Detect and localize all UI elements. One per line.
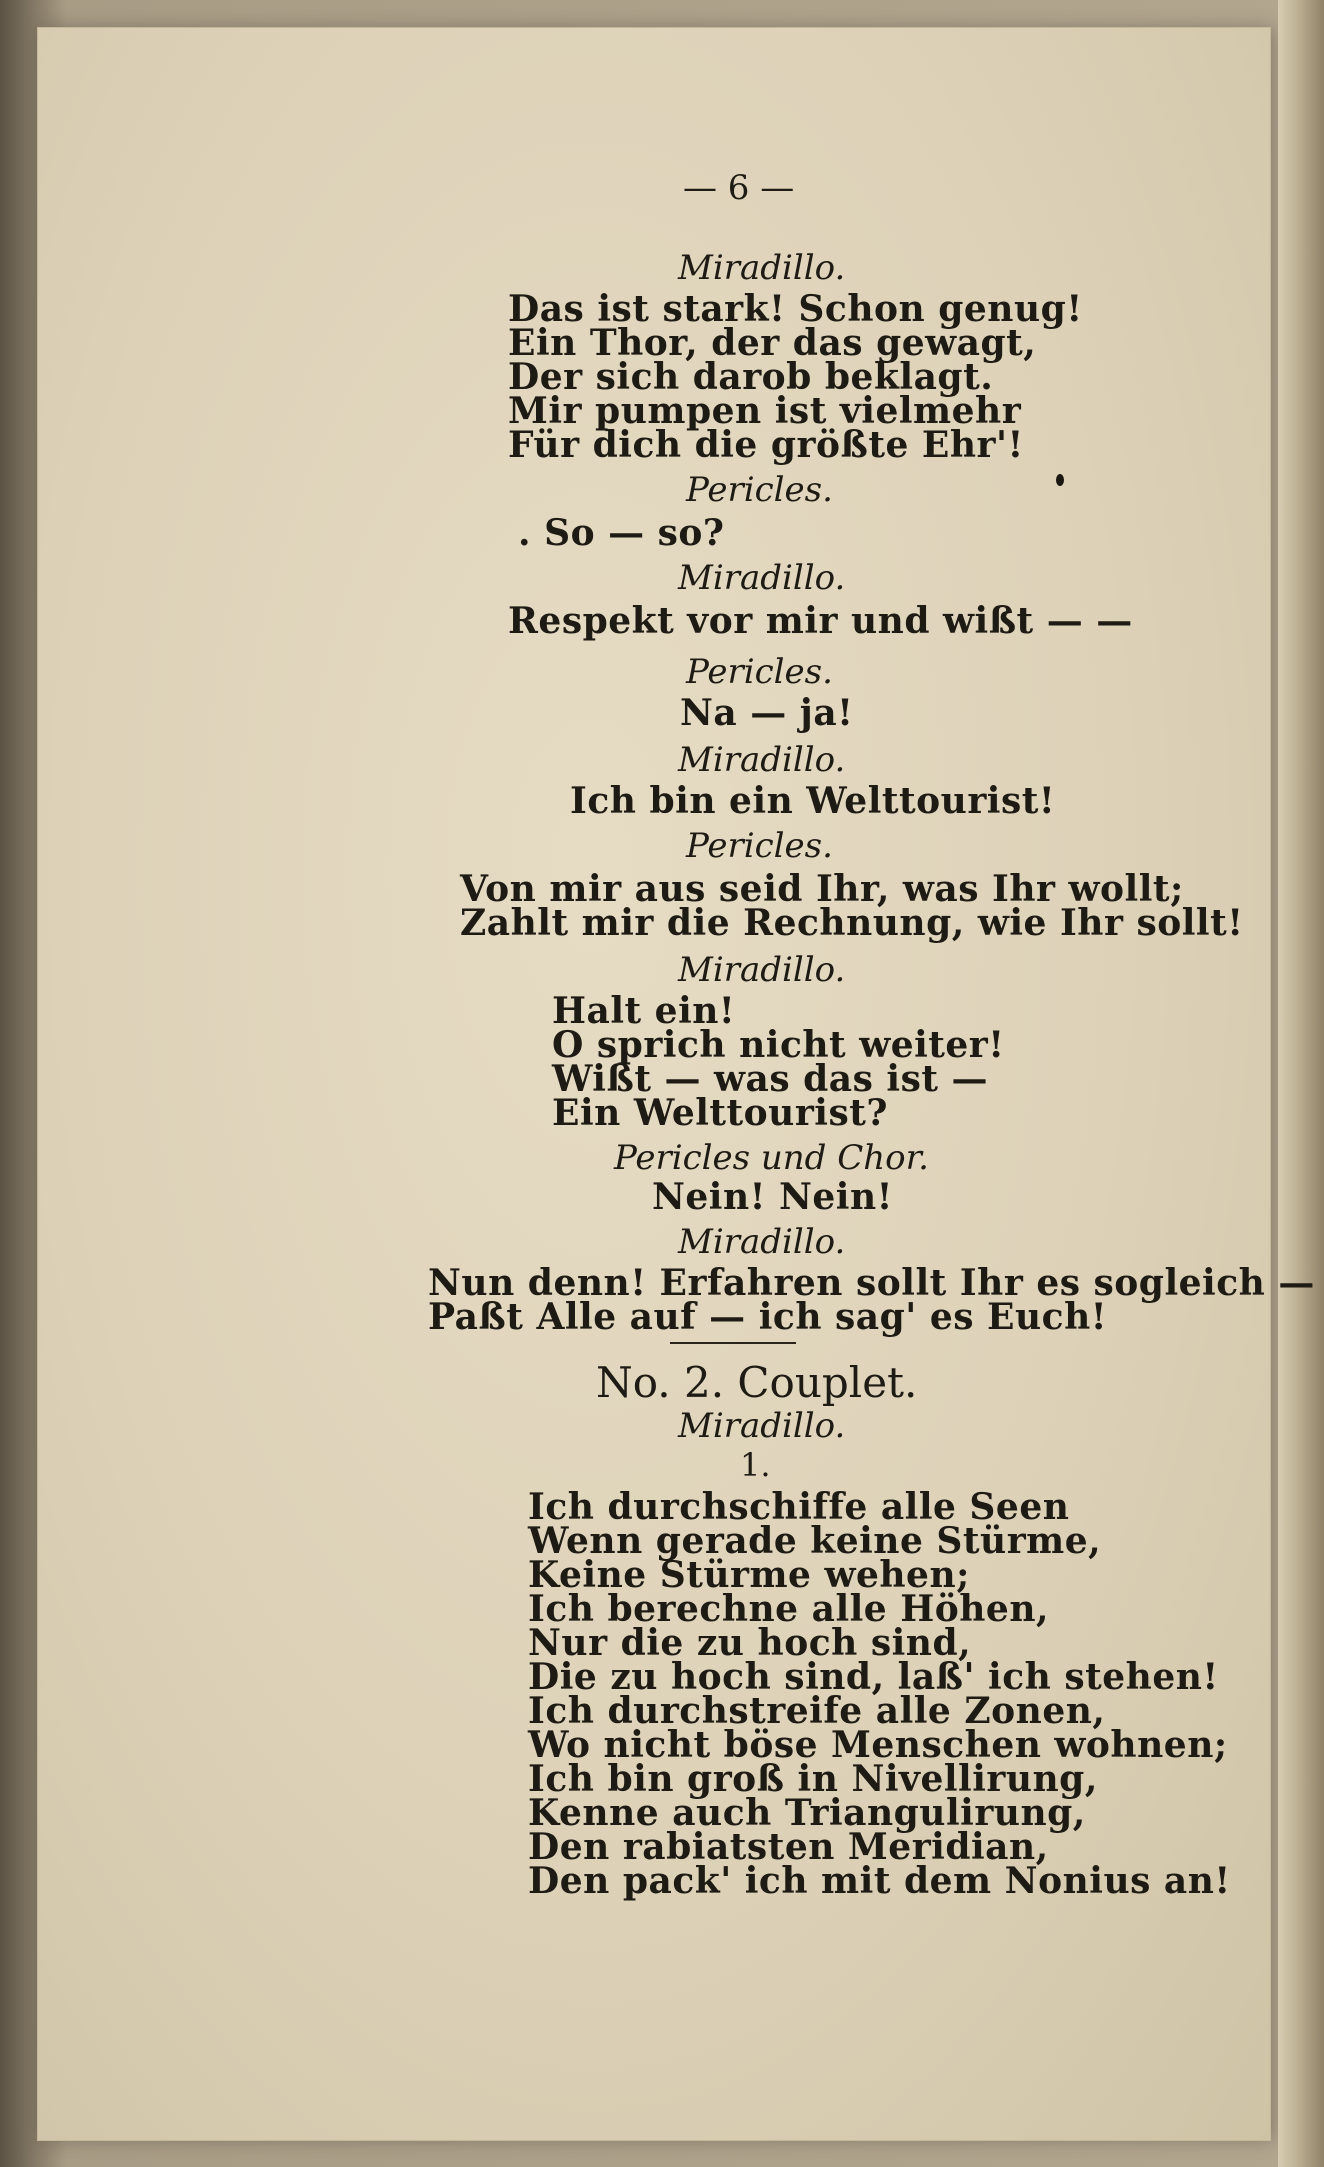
ink-speck [1056, 474, 1064, 486]
verse-line: Nun denn! Erfahren sollt Ihr es sogleich — [428, 1262, 1315, 1304]
speaker-label: Pericles. [686, 652, 833, 692]
verse-line: Wißt — was das ist — [552, 1058, 989, 1100]
verse-line: . So — so? [518, 512, 725, 554]
speaker-label: Miradillo. [678, 950, 846, 990]
speaker-label: Miradillo. [678, 1406, 846, 1446]
verse-line: Keine Stürme wehen; [528, 1554, 970, 1596]
verse-line: Von mir aus seid Ihr, was Ihr wollt; [460, 868, 1184, 910]
verse-line: Ich bin groß in Nivellirung, [528, 1758, 1098, 1800]
verse-line: Wenn gerade keine Stürme, [528, 1520, 1102, 1562]
verse-line: Kenne auch Triangulirung, [528, 1792, 1086, 1834]
speaker-label: Pericles und Chor. [614, 1138, 929, 1178]
verse-line: Den pack' ich mit dem Nonius an! [528, 1860, 1231, 1902]
verse-line: Ich bin ein Welttourist! [570, 780, 1056, 822]
verse-line: Na — ja! [680, 692, 854, 734]
verse-line: O sprich nicht weiter! [552, 1024, 1005, 1066]
verse-line: Den rabiatsten Meridian, [528, 1826, 1049, 1868]
book-spine-edge [1278, 0, 1324, 2167]
page-number: — 6 — [683, 168, 795, 208]
verse-line: Ein Thor, der das gewagt, [508, 322, 1037, 364]
speaker-label: Miradillo. [678, 1222, 846, 1262]
verse-line: Ich berechne alle Höhen, [528, 1588, 1050, 1630]
speaker-label: Pericles. [686, 826, 833, 866]
verse-line: Nein! Nein! [652, 1176, 893, 1218]
speaker-label: Miradillo. [678, 248, 846, 288]
speaker-label: Miradillo. [678, 740, 846, 780]
verse-line: Paßt Alle auf — ich sag' es Euch! [428, 1296, 1108, 1338]
verse-line: Für dich die größte Ehr'! [508, 424, 1024, 466]
verse-line: Das ist stark! Schon genug! [508, 288, 1083, 330]
verse-line: Ich durchschiffe alle Seen [528, 1486, 1070, 1528]
speaker-label: Miradillo. [678, 558, 846, 598]
speaker-label: Pericles. [686, 470, 833, 510]
verse-line: Nur die zu hoch sind, [528, 1622, 972, 1664]
verse-line: Ich durchstreife alle Zonen, [528, 1690, 1106, 1732]
section-divider [670, 1342, 796, 1344]
verse-line: Respekt vor mir und wißt — — [508, 600, 1133, 642]
verse-line: Der sich darob beklagt. [508, 356, 994, 398]
couplet-heading: No. 2. Couplet. [596, 1358, 918, 1407]
verse-line: Ein Welttourist? [552, 1092, 888, 1134]
verse-line: Wo nicht böse Menschen wohnen; [528, 1724, 1228, 1766]
verse-line: Zahlt mir die Rechnung, wie Ihr sollt! [460, 902, 1244, 944]
verse-line: Mir pumpen ist vielmehr [508, 390, 1022, 432]
verse-number: 1. [740, 1446, 771, 1484]
verse-line: Die zu hoch sind, laß' ich stehen! [528, 1656, 1219, 1698]
verse-line: Halt ein! [552, 990, 736, 1032]
